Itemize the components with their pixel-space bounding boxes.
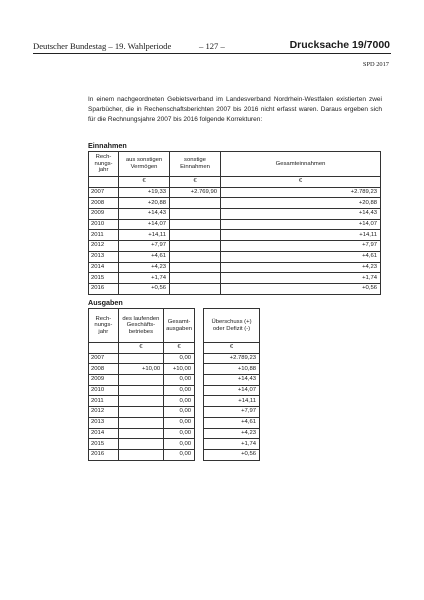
value-cell <box>170 219 221 230</box>
value-cell: +14,11 <box>119 230 170 241</box>
year-cell: 2010 <box>89 219 119 230</box>
value-cell: +14,07 <box>204 385 260 396</box>
year-cell: 2012 <box>89 241 119 252</box>
value-cell: +19,33 <box>119 187 170 198</box>
table-row <box>204 449 260 460</box>
col-header-year: Rech-nungs-jahr <box>89 309 119 343</box>
value-cell: +10,88 <box>204 364 260 375</box>
value-cell: +7,97 <box>204 407 260 418</box>
year-cell: 2007 <box>89 187 119 198</box>
value-cell <box>170 241 221 252</box>
value-cell <box>118 428 163 439</box>
table-row <box>204 439 260 450</box>
value-cell <box>170 262 221 273</box>
table-row <box>89 273 381 284</box>
unit-cell: € <box>170 177 221 188</box>
party-code: SPD 2017 <box>362 61 389 68</box>
col-header-ueberschuss: Überschuss (+) oder Defizit (-) <box>204 309 260 343</box>
year-cell: 2014 <box>89 262 119 273</box>
value-cell <box>170 283 221 294</box>
einnahmen-table <box>88 151 381 295</box>
value-cell <box>118 449 163 460</box>
table-row <box>89 375 195 386</box>
value-cell: +0,56 <box>221 283 381 294</box>
col-header-sonstige: sonstige Einnahmen <box>170 152 221 177</box>
value-cell: 0,00 <box>164 428 195 439</box>
unit-cell <box>89 343 119 354</box>
table-row <box>89 209 381 220</box>
value-cell <box>170 251 221 262</box>
unit-cell: € <box>221 177 381 188</box>
value-cell <box>170 209 221 220</box>
value-cell <box>170 198 221 209</box>
table-row <box>89 230 381 241</box>
year-cell: 2013 <box>89 251 119 262</box>
year-cell: 2015 <box>89 273 119 284</box>
value-cell: +20,88 <box>221 198 381 209</box>
table-row <box>89 251 381 262</box>
year-cell: 2007 <box>89 353 119 364</box>
value-cell <box>118 385 163 396</box>
value-cell <box>170 230 221 241</box>
value-cell: +14,43 <box>204 375 260 386</box>
table-row <box>89 428 195 439</box>
table-row <box>89 385 195 396</box>
unit-cell: € <box>119 177 170 188</box>
value-cell: +14,11 <box>204 396 260 407</box>
unit-cell: € <box>118 343 163 354</box>
value-cell: +2.789,23 <box>221 187 381 198</box>
page-number: – 127 – <box>199 41 225 51</box>
year-cell: 2011 <box>89 230 119 241</box>
value-cell: 0,00 <box>164 385 195 396</box>
year-cell: 2016 <box>89 449 119 460</box>
table-row <box>89 396 195 407</box>
value-cell: +0,56 <box>204 449 260 460</box>
table-row <box>204 385 260 396</box>
col-header-vermoegen: aus sonstigen Vermögen <box>119 152 170 177</box>
value-cell: +4,61 <box>221 251 381 262</box>
value-cell: 0,00 <box>164 407 195 418</box>
value-cell <box>118 439 163 450</box>
table-row <box>89 241 381 252</box>
value-cell: 0,00 <box>164 417 195 428</box>
table-row <box>89 417 195 428</box>
value-cell: +10,00 <box>118 364 163 375</box>
value-cell: +14,43 <box>119 209 170 220</box>
year-cell: 2008 <box>89 364 119 375</box>
table-row <box>89 439 195 450</box>
table-row <box>204 375 260 386</box>
col-header-year: Rech-nungs-jahr <box>89 152 119 177</box>
table-row <box>204 396 260 407</box>
value-cell <box>118 396 163 407</box>
value-cell: +0,56 <box>119 283 170 294</box>
unit-cell: € <box>204 343 260 354</box>
table-row <box>204 417 260 428</box>
year-cell: 2015 <box>89 439 119 450</box>
col-header-geschaeftsbetrieb: des laufenden Geschäfts-betriebes <box>118 309 163 343</box>
value-cell: +2.789,23 <box>204 353 260 364</box>
value-cell: +4,23 <box>204 428 260 439</box>
table-row <box>89 364 195 375</box>
year-cell: 2011 <box>89 396 119 407</box>
value-cell: +1,74 <box>221 273 381 284</box>
table-row <box>204 364 260 375</box>
table-row <box>204 353 260 364</box>
year-cell: 2013 <box>89 417 119 428</box>
value-cell <box>170 273 221 284</box>
value-cell: +4,23 <box>119 262 170 273</box>
value-cell: +10,00 <box>164 364 195 375</box>
table-row <box>204 428 260 439</box>
intro-paragraph: In einem nachgeordneten Gebietsverband im Landesverband Nordrhein-Westfalen existierten zwei Sparbücher, die in Rechenschaftsberichten 2007 bis 2016 nicht erfasst waren. Daraus ergeben sich für die Rechnungsjahre 2007 bis 2016 folgende Korrekturen: <box>88 96 382 124</box>
header-rule <box>33 53 391 54</box>
value-cell: 0,00 <box>164 449 195 460</box>
year-cell: 2010 <box>89 385 119 396</box>
value-cell <box>118 353 163 364</box>
table-row <box>89 449 195 460</box>
unit-cell <box>89 177 119 188</box>
unit-cell: € <box>164 343 195 354</box>
table-row <box>89 262 381 273</box>
value-cell: +7,97 <box>119 241 170 252</box>
table-row <box>204 407 260 418</box>
value-cell: 0,00 <box>164 353 195 364</box>
col-header-gesamteinnahmen: Gesamteinnahmen <box>221 152 381 177</box>
table-row <box>89 219 381 230</box>
year-cell: 2008 <box>89 198 119 209</box>
year-cell: 2009 <box>89 375 119 386</box>
value-cell: +14,07 <box>119 219 170 230</box>
value-cell: +14,43 <box>221 209 381 220</box>
value-cell: +7,97 <box>221 241 381 252</box>
ueberschuss-table <box>203 308 260 461</box>
ausgaben-title: Ausgaben <box>88 298 123 307</box>
value-cell: +2.769,90 <box>170 187 221 198</box>
value-cell: +1,74 <box>119 273 170 284</box>
value-cell <box>118 375 163 386</box>
col-header-gesamtausgaben: Gesamt-ausgaben <box>164 309 195 343</box>
header-left: Deutscher Bundestag – 19. Wahlperiode <box>33 41 172 51</box>
year-cell: 2014 <box>89 428 119 439</box>
value-cell: +1,74 <box>204 439 260 450</box>
value-cell: +4,61 <box>204 417 260 428</box>
year-cell: 2016 <box>89 283 119 294</box>
value-cell: 0,00 <box>164 375 195 386</box>
year-cell: 2012 <box>89 407 119 418</box>
value-cell <box>118 407 163 418</box>
value-cell: 0,00 <box>164 439 195 450</box>
value-cell: +14,11 <box>221 230 381 241</box>
table-row <box>89 187 381 198</box>
table-row <box>89 353 195 364</box>
table-row <box>89 407 195 418</box>
year-cell: 2009 <box>89 209 119 220</box>
einnahmen-title: Einnahmen <box>88 141 127 150</box>
value-cell: +14,07 <box>221 219 381 230</box>
ausgaben-table <box>88 308 195 461</box>
value-cell: +4,61 <box>119 251 170 262</box>
table-row <box>89 198 381 209</box>
value-cell: +20,88 <box>119 198 170 209</box>
value-cell: +4,23 <box>221 262 381 273</box>
document-number: Drucksache 19/7000 <box>289 39 390 51</box>
table-row <box>89 283 381 294</box>
value-cell: 0,00 <box>164 396 195 407</box>
value-cell <box>118 417 163 428</box>
